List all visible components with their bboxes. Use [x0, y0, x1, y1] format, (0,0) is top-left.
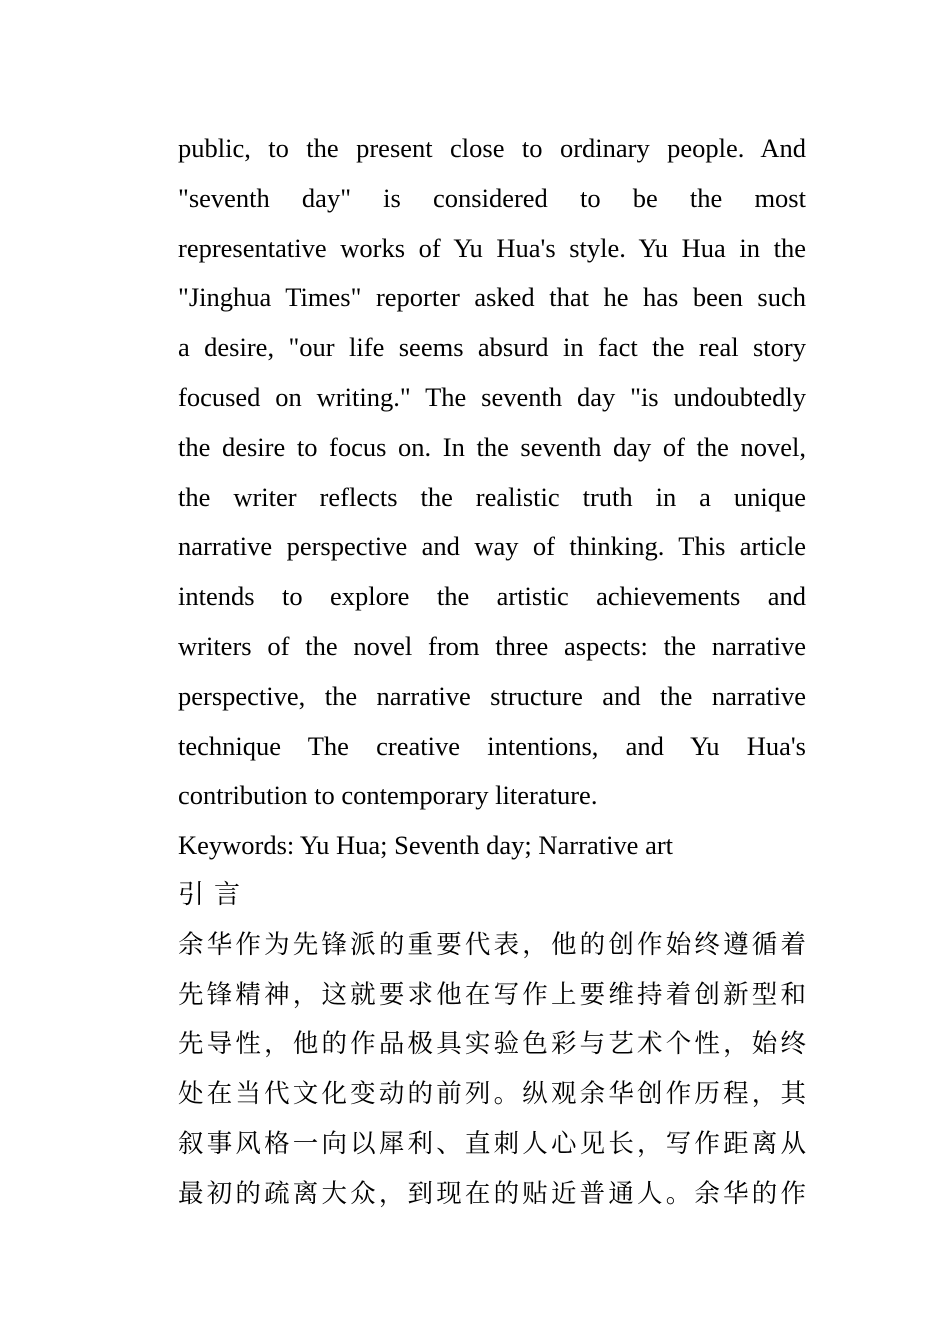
introduction-line: 处在当代文化变动的前列。纵观余华创作历程，其	[178, 1079, 806, 1110]
introduction-heading: 引言	[178, 879, 251, 910]
introduction-line: 余华作为先锋派的重要代表，他的创作始终遵循着	[178, 929, 806, 960]
introduction-line: 先导性，他的作品极具实验色彩与艺术个性，始终	[178, 1029, 806, 1060]
introduction-line: 最初的疏离大众，到现在的贴近普通人。余华的作	[178, 1178, 806, 1209]
abstract-line: "Jinghua Times" reporter asked that he has been such	[178, 282, 806, 313]
abstract-line: writers of the novel from three aspects: the narrative	[178, 630, 806, 661]
abstract-line: public, to the present close to ordinary people. And	[178, 133, 806, 163]
introduction-paragraph	[178, 921, 806, 1220]
keywords-line: Keywords: Yu Hua; Seventh day; Narrative art	[178, 830, 674, 861]
abstract-line: perspective, the narrative structure and the narrative	[178, 680, 806, 711]
abstract-line: a desire, "our life seems absurd in fact the real story	[178, 332, 806, 363]
abstract-line: narrative perspective and way of thinking. This article	[178, 531, 806, 562]
abstract-line: technique The creative intentions, and Yu Hua's	[178, 730, 806, 761]
abstract-line: "seventh day" is considered to be the most	[178, 182, 806, 213]
abstract-line: representative works of Yu Hua's style. Yu Hua in the	[178, 232, 806, 263]
introduction-line: 叙事风格一向以犀利、直刺人心见长，写作距离从	[178, 1128, 806, 1159]
abstract-paragraph	[178, 124, 806, 821]
abstract-line: intends to explore the artistic achievements and	[178, 581, 806, 612]
abstract-line: focused on writing." The seventh day "is undoubtedly	[178, 381, 806, 412]
abstract-line: the desire to focus on. In the seventh day of the novel,	[178, 431, 806, 462]
introduction-line: 先锋精神，这就要求他在写作上要维持着创新型和	[178, 979, 806, 1010]
document-page	[178, 124, 806, 1220]
abstract-line: the writer reflects the realistic truth in a unique	[178, 481, 806, 512]
abstract-line: contribution to contemporary literature.	[178, 780, 598, 811]
